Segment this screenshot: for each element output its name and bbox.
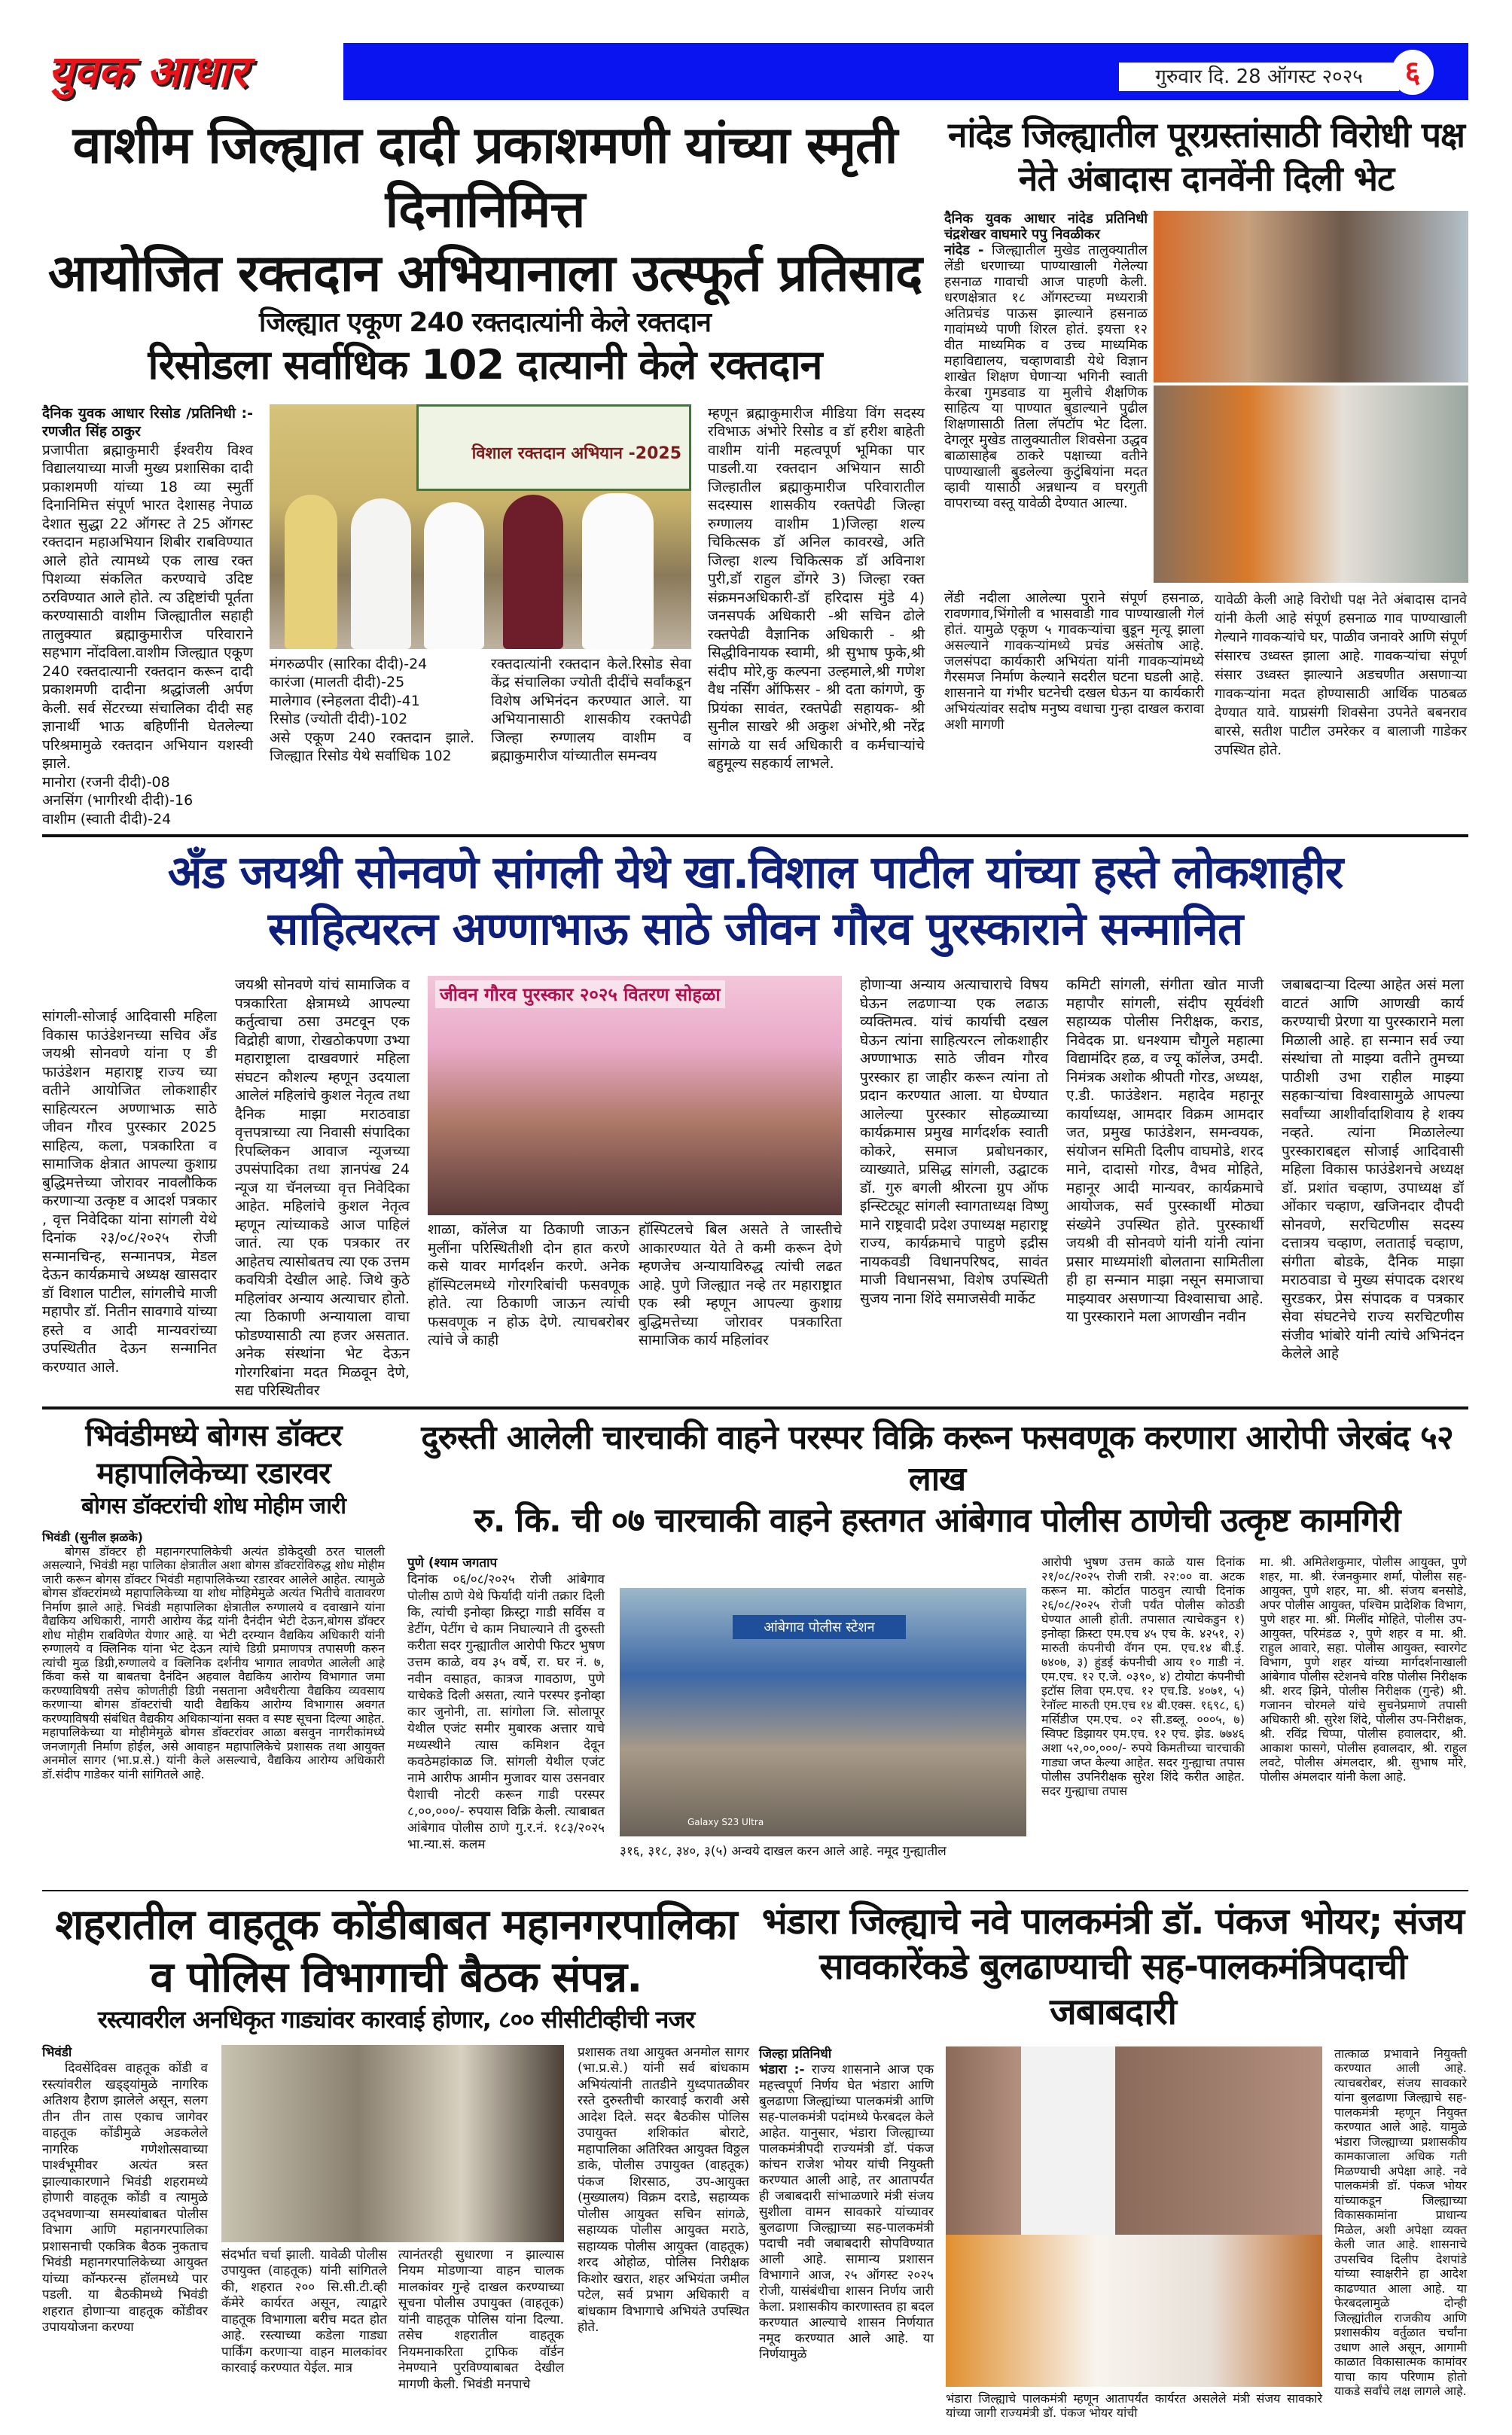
washim-subheadline-1: जिल्ह्यात एकूण 240 रक्तदात्यांनी केले रक्तदान [258,307,712,338]
traffic-column-2: संदर्भात चर्चा झाली. यावेळी पोलीस उपायुक्त (वाहतूक) यांनी सांगितले की, शहरात २०० सि.सी.टी.व्ही कॅमेरे कार्यरत असून, त्याद्वारे वाहतूक विभागाला बरीच मदत होत आहे. रस्त्याच्या कडेला गाड्या पार्किंग करणाऱ्या वाहन मालकांवर कारवाई करण्यात येईल. मात्र [221,2247,387,2376]
traffic-headline-1: शहरातील वाहतूक कोंडीबाबत महानगरपालिका [55,1900,737,1949]
traffic-column-3: त्यानंतरही सुधारणा न झाल्यास नियम मोडणाऱ्या वाहन चालक मालकांवर गुन्हे दाखल करण्याच्या सूचना पोलीस उपायुक्त (वाहतूक) यांनी वाहतूक पोलिस यांना दिल्या. तसेच शहरातील वाहतूक नियमनाकरिता ट्राफिक वॉर्डन नेमण्याने पुरविण्याबाबत देखील मागणी केली. भिवंडी मनपाचे [398,2247,564,2392]
sangli-headline-1: अँड जयश्री सोनवणे सांगली येथे खा.विशाल पाटील यांच्या हस्ते लोकशाहीर [167,846,1343,899]
middle-section [42,1417,1468,1884]
divider [42,1890,1468,1891]
nanded-column-1: दैनिक युवक आधार नांदेड प्रतिनिधी चंद्रशेखर वाघमारे पपु निवळीकर नांदेड - जिल्ह्यातील मुखेड तालुक्यातील लेंडी धरणाच्या पाण्याखाली गेलेल्या हसनाळ गावाची आज पाहणी केली. धरणक्षेत्रात १८ ऑगस्टच्या मध्यरात्री अतिप्रचंड पाऊस झाल्याने हसनाळ गावांमध्ये पाणी शिरल होतं. इयत्ता १२ वीत माध्यमिक व उच्च माध्यमिक महाविद्यालय, चव्हाणवाडी येथे विज्ञान शाखेत शिक्षण घेणाऱ्या भगिनी स्वाती केरबा गुमडवाड या मुलीचे शैक्षणिक साहित्य या पाण्यात बुडाल्याने पुढील शिक्षणासाठी तिला लॅपटॉप भेट दिला. देगलूर मुखेड तालुक्यातील शिवसेना उद्धव बाळासाहेब ठाकरे पक्षाच्या वतीने पाण्याखाली बुडलेल्या कुटुंबियांना मदत व्हावी यासाठी अन्नधान्य व घरगुती वापराच्या वस्तू यावेळी देण्यात आल्या. [944,211,1148,511]
pune-column-3: मा. श्री. अमितेशकुमार, पोलीस आयुक्त, पुणे शहर, मा. श्री. रंजनकुमार शर्मा, पोलीस सह-आयुक्त, पुणे शहर, मा. श्री. संजय बनसोडे, अपर पोलीस आयुक्त, पश्चिम प्रादेशिक विभाग, पुणे शहर मा. श्री. मिलींद मोहिते, पोलीस उप-आयुक्त, परिमंडळ २, पुणे शहर व मा. श्री. राहुल आवारे, सहा. पोलीस आयुक्त, स्वारगेट विभाग, पुणे शहर यांच्या मार्गदर्शनाखाली आंबेगाव पोलीस स्टेशनचे वरिष्ठ पोलीस निरीक्षक श्री. शरद झिने, पोलीस निरीक्षक (गुन्हे) श्री. गजानन चोरमले यांचे सुचनेप्रमाणे तपासी अधिकारी श्री. सुरेश शिंदे, पोलीस उप-निरीक्षक, श्री. रविंद्र चिप्पा, पोलीस हवालदार, श्री. आकाश फासगे, पोलीस हवालदार, श्री. राहुल लवटे, पोलीस अंमलदार, श्री. सुभाष मोरे, पोलीस अंमलदार यांनी केला आहे. [1260,1554,1467,1784]
pune-column-1: पुणे (श्याम जगताप दिनांक ०६/०८/२०२५ रोजी आंबेगाव पोलीस ठाणे येथे फिर्यादी यांनी तक्रार दिली कि, त्यांची इनोव्हा क्रिस्ट्रा गाडी सर्विस व डेटींग, पेटींग चे काम निघाल्याने ती दुरुस्ती करीता सदर गुन्ह्यातील आरोपी फिटर भुषण उत्तम काळे, वय ३५ वर्षे, रा. घर नं. ७, नवीन वसाहत, कात्रज गावठाण, पुणे याचेकडे दिली असता, त्याने परस्पर इनोव्हा कार जुनोनी, ता. सांगोला जि. सोलापूर येथील एजंट समीर मुबारक अत्तार याचे मध्यस्थीने त्यास कमिशन देवून कवठेमहांकाळ जि. सांगली येथील एजंट नामे आरीफ आमीन मुजावर यास उसनवार पैशाची नोटरी करून गाडी परस्पर ८,००,०००/- रुपयास विक्रि केली. त्याबाबत आंबेगाव पोलीस ठाणे गु.र.नं. १८३/२०२५ भा.न्या.सं. कलम [407,1555,605,1852]
sangli-article [42,845,1468,1400]
sangli-column-6: कमिटी सांगली, संगीता खोत माजी महापौर सांगली, संदीप सूर्यवंशी सहाय्यक पोलीस निरीक्षक, कराड, निवेदक प्रा. धनश्याम चौगुले महात्मा विद्यामंदिर हळ, व ज्यू कॉलेज, उमदी. निमंत्रक अशोक श्रीपती गोरड, अध्यक्ष, ए.डी. फाउंडेशन. महादेव महानूर कार्याध्यक्ष, आमदार विक्रम आमदार जत, प्रमुख फाउंडेशन, समन्वयक, संयोजन समिती दिलीप वाघमोडे, शरद माने, दादासो गोरड, वैभव मोहिते, महानूर आदी मान्यवर, कार्यक्रमाचे आयोजक, सर्व पुरस्कार्थी मोठ्या संख्येने उपस्थित होते. पुरस्कार्थी जयश्री वी सोनवणे यांनी यांनी त्यांना प्रसार माध्यमांशी बोलताना सामितीला ही हा सन्मान माझा नसून समाजाचा माझ्यावर असणाऱ्या विश्वासाचा आहे. या पुरस्काराने मला आणखीन नवीन [1066,977,1264,1325]
masthead-bar [42,43,1468,100]
bogus-headline-1: भिवंडीमध्ये बोगस डॉक्टर [85,1418,342,1453]
washim-column-3: रक्तदात्यांनी रक्तदान केले.रिसोड सेवा केंद्र संचालिका ज्योती दीदींचे सर्वांकडून विशेष अभिनंदन करण्यात आले. या अभियानासाठी शासकीय रक्तपेढी जिल्हा रुग्णालय वाशीम व ब्रह्माकुमारीज यांच्यातील समन्वय [491,655,691,764]
pune-headline-2: रु. कि. ची ०७ चारचाकी वाहने हस्तगत आंबेगाव पोलीस ठाणेची उत्कृष्ट कामगिरी [474,1501,1401,1540]
bogus-subheadline: बोगस डॉक्टरांची शोध मोहीम जारी [81,1492,346,1519]
pune-article [407,1417,1467,1861]
bogus-article-block [42,1417,385,1782]
issue-date: गुरुवार दि. 28 ऑगस्ट २०२५ [1119,62,1399,91]
traffic-meeting-photo [221,2045,564,2242]
sangli-column-3: शाळा, कॉलेज या ठिकाणी जाऊन मुलींना परिस्थितीशी दोन हात करणे कसे यावर मार्गदर्शन करणे. अनेक हॉस्पिटलमध्ये गोरगरिबांची फसवणूक होते. त्या ठिकाणी जाऊन त्यांची फसवणूक न होऊ देणे. त्याचबरोबर त्यांचे जे काही [428,1221,629,1349]
traffic-column-4: प्रशासक तथा आयुक्त अनमोल सागर (भा.प्र.से.) यांनी सर्व बांधकाम अभियंत्यांनी तातडीने युध्दपातळीवर रस्ते दुरुस्तीची कारवाई करावी असे आदेश दिले. सदर बैठकीस पोलिस उपायुक्त शशिकांत बोराटे, महापालिका अतिरिक्त आयुक्त विठ्ठल डाके, पोलीस उपायुक्त (वाहतूक) पंकज शिरसाठ, उप-आयुक्त (मुख्यालय) विक्रम दराडे, सहाय्यक पोलीस आयुक्त सचिन सांगळे, सहाय्यक पोलीस आयुक्त मराठे, सहाय्यक पोलीस आयुक्त (वाहतूक) शरद ओहोळ, पोलिस निरीक्षक किशोर खरात, शहर अभियंता जमील पटेल, सर्व प्रभाग अधिकारी व बांधकाम विभागाचे अभियंते उपस्थित होते. [578,2044,749,2335]
bhandara-headline-2: सावकारेंकडे बुलढाण्याची सह-पालकमंत्रिपदाची जबाबदारी [819,1945,1407,2033]
nanded-headline-2: नेते अंबादास दानवेंनी दिली भेट [1018,157,1395,199]
nanded-byline: दैनिक युवक आधार नांदेड प्रतिनिधी चंद्रशेखर वाघमारे पपु निवळीकर [944,211,1148,242]
sangli-column-4: हॉस्पिटलचे बिल असते ते जास्तीचे आकारण्यात येते ते कमी करून देणे म्हणजेच अन्यायाविरुद्ध त्यांची लढत आहे. पुणे जिल्ह्यात नव्हे तर महाराष्ट्रात एक स्त्री म्हणून आपल्या कुशाग्र बुद्धिमत्तेच्या जोरावर पत्रकारिता सामाजिक कार्य महिलांवर [639,1221,842,1349]
washim-subheadline-2: रिसोडला सर्वाधिक 102 दात्यानी केले रक्तदान [148,341,822,389]
traffic-headline-2: व पोलिस विभागाची बैठक संपन्न. [150,1952,642,2002]
nanded-headline-1: नांदेड जिल्ह्यातील पूरग्रस्तांसाठी विरोधी पक्ष [948,114,1465,155]
bhandara-article [759,1899,1467,2420]
washim-column-4: म्हणून ब्रह्माकुमारीज मीडिया विंग सदस्य रविभाऊ अंभोरे रिसोड व डॉ हरीश बाहेती वाशीम यांनी महत्वपूर्ण भूमिका पार पाडली.या रक्तदान अभियान साठी जिल्हातील ब्रह्माकुमारीज परिवारातील सदस्यास शासकीय रक्तपेढी जिल्हा रुग्णालय वाशीम 1)जिल्हा शल्य चिकित्सक डॉ अनिल कावरखे, अति जिल्हा शल्य चिकित्सक डॉ अविनाश पुरी,डॉ राहुल डोंगरे 3) जिल्हा रक्त संक्रमनअधिकारी-डॉ हरिदास मुंडे 4) जनसपर्क अधिकारी -श्री सचिन ढोले रक्तपेढी वैज्ञानिक अधिकारी - श्री सिद्धीविनायक स्वामी, श्री सुभाष फुके,श्री संदीप मोरे,कु कल्पना उल्हमाले,श्री गणेश वैध नर्सिंग ऑफिसर - श्री दता कांगणे, कु प्रियंका सावंत, रक्तपेढी सहायक- श्री सुनील साखरे श्री अकुश अंभोरे,श्री नरेंद्र सांगळे या सर्व अधिकारी व कर्मचाऱ्यांचे बहुमूल्य सहकार्य लाभले. [708,404,925,772]
divider [42,1406,1468,1409]
sangli-column-5: होणाऱ्या अन्याय अत्याचाराचे विषय घेऊन लढणाऱ्या एक लढाऊ व्यक्तिमत्व. यांचं कार्याची दखल घेऊन त्यांना साहित्यरत्न लोकशाहीर अण्णाभाऊ साठे जीवन गौरव पुरस्कार हा जाहीर करून त्यांना तो प्रदान करण्यात आला. या घेण्यात आलेल्या पुरस्कार सोहळ्याच्या कार्यक्रमास प्रमुख मार्गदर्शक स्वाती कोकरे, समाज प्रबोधनकार, व्याख्याते, प्रसिद्ध सांगली, उद्घाटक डॉ. गुरु बगली श्रीरत्ना ग्रुप ऑफ इन्स्टिट्यूट सांगली स्वागताध्यक्ष विष्णु माने राष्ट्रवादी प्रदेश उपाध्यक्ष महाराष्ट्र राज्य, कार्यक्रमाचे पाहुणे इद्रीस नायकवडी विधानपरिषद, सावंत माजी विधानसभा, विशेष उपस्थिती सुजय नाना शिंदे समाजसेवी मार्केट [860,977,1048,1307]
washim-byline: दैनिक युवक आधार रिसोड /प्रतिनिधी :- रणजीत सिंह ठाकुर [42,404,253,440]
traffic-subheadline: रस्त्यावरील अनधिकृत गाड्यांवर कारवाई होणार, ८०० सीसीटीव्हीची नजर [97,2004,695,2034]
bhandara-photo-caption: भंडारा जिल्ह्याचे पालकमंत्री म्हणून आतापर्यंत कार्यरत असलेले मंत्री संजय सावकारे यांच्या जागी राज्यमंत्री डॉ. पंकज भोयर यांची [946,2391,1322,2420]
washim-column-1 [42,404,253,829]
washim-headline-1: वाशीम जिल्ह्यात दादी प्रकाशमणी यांच्या स्मृती दिनानिमित्त [72,116,898,239]
bottom-section [42,1899,1468,2420]
sangli-headline-2: साहित्यरत्न अण्णाभाऊ साठे जीवन गौरव पुरस्काराने सन्मानित [267,903,1243,955]
sangli-column-7: जबाबदाऱ्या दिल्या आहेत असं मला वाटतं आणि आणखी कार्य करण्याची प्रेरणा या पुरस्काराने मला मिळाली आहे. हा सन्मान सर्व ज्या संस्थांचा तो माझ्या वतीने तुमच्या पाठीशी उभा राहील माझ्या सहकाऱ्यांचा विश्वासामुळे आपल्या सर्वांच्या आशीर्वादाशिवाय हे शक्य नव्हते. त्यांना मिळालेल्या पुरस्काराबद्दल सोजाई आदिवासी महिला विकास फाउंडेशनचे अध्यक्ष डॉ. प्रशांत चव्हाण, उपाध्यक्ष डॉ ओंकार चव्हाण, खजिनदार दौपदी सोनवणे, सरचिटणीस सदस्य दत्तात्रय चव्हाण, लताताई चव्हाण, संगीता बोडके, दैनिक माझा मराठवाडा चे मुख्य संपादक दशरथ सुरडकर, प्रेस संपादक व पत्रकार सेवा संघटनेचे राज्य सरचिटणीस संजीव भांबोरे यांनी त्यांचे अभिनंदन केलेले आहे [1282,977,1464,1362]
bhandara-column-1: जिल्हा प्रतिनिधी भंडारा :- राज्य शासनाने आज एक महत्त्वपूर्ण निर्णय घेत भंडारा आणि बुलढाणा जिल्ह्यांच्या पालकमंत्री आणि सह-पालकमंत्री पदांमध्ये फेरबदल केले आहेत. यानुसार, भंडारा जिल्ह्याच्या पालकमंत्रीपदी राज्यमंत्री डॉ. पंकज कांचन राजेश भोयर यांची नियुक्ती करण्यात आली आहे, तर आतापर्यंत ही जबाबदारी सांभाळणारे मंत्री संजय सुशीला वामन सावकारे यांच्यावर बुलढाणा जिल्ह्याच्या सह-पालकमंत्री पदाची नवी जबाबदारी सोपविण्यात आली आहे. सामान्य प्रशासन विभागाने आज, २५ ऑगस्ट २०२५ रोजी, यासंबंधीचा शासन निर्णय जारी केला. प्रशासकीय कारणास्तव हा बदल करण्यात आल्याचे शासन निर्णयात नमूद करण्यात आले आहे. या निर्णयामुळे [759,2046,934,2362]
washim-headline-2: आयोजित रक्तदान अभियानाला उत्स्फूर्त प्रतिसाद [47,244,922,303]
nanded-column-3: यावेळी केली आहे विरोधी पक्ष नेते अंबादास दानवे यांनी केली आहे संपूर्ण हसनाळ गाव पाण्याखाली गेल्याने गावकऱ्यांचे घर, पाळीव जनावरे आणि संपूर्ण संसारच उध्वस्त झाला आहे. गावकऱ्यांचा संपूर्ण संसार उध्वस्त झाल्याने अडचणीत असणाऱ्या गावकऱ्यांना मदत होण्यासाठी आर्थिक पाठबळ देण्यात यावे. याप्रसंगी शिवसेना उपनेते बबनराव बारसे, सतीश पाटील उमरेकर व बालाजी गाडेकर उपस्थित होते. [1215,592,1467,758]
page-number: ६ [1392,50,1434,95]
nanded-photo-2 [1154,386,1468,583]
pune-column-2: आरोपी भुषण उत्तम काळे यास दिनांक २१/०८/२०२५ रोजी रात्री. २२:०० वा. अटक करून मा. कोर्टात पाठवुन त्याची दिनांक २६/०८/२०२५ रोजी पर्यंत पोलीस कोठडी घेण्यात आली होती. तपासात त्याचेकडुन १) इनोव्हा क्रिस्टा एम.एच ४५ एच के. ४२५१, २) मारुती कंपनीची वॅगन एम. एच.१४ बी.ई. ७४०७, ३) हुंडई कंपनीची आय १० गाडी नं. एम.एच. १२ ए.जे. ०३९०, ४) टोयोटा कंपनीची इटॉस लिवा एम.एच. १२ एच.डि. ४०७१, ५) रेनॉल्ट मारुती एम.एच १४ बी.एक्स. १६९८, ६) मर्सिडीज एम.एच. ०२ सी.डब्लू. ०००५, ७) स्विफ्ट डिझायर एम.एच. १२ एच. झेड. ७७४६ अशा ५२,००,०००/- रुपये किमतीच्या चारचाकी गाड्या जप्त केल्या आहेत. सदर गुन्ह्याचा तपास पोलीस उपनिरीक्षक सुरेश शिंदे करीत आहेत. सदर गुन्ह्याचा तपास [1041,1554,1245,1798]
pune-headline-1: दुरुस्ती आलेली चारचाकी वाहने परस्पर विक्रि करून फसवणूक करणारा आरोपी जेरबंद ५२ लाख [421,1418,1453,1498]
washim-column-2: मंगरुळपीर (सारिका दीदी)-24 कारंजा (मालती दीदी)-25 मालेगाव (स्नेहलता दीदी)-41 रिसोड (ज्योती दीदी)-102 असे एकूण 240 रक्तदान झाले. जिल्ह्यात रिसोड येथे सर्वाधिक 102 [270,655,474,764]
washim-photo [270,404,691,649]
traffic-article [42,1899,750,2394]
bhandara-headline-1: भंडारा जिल्ह्याचे नवे पालकमंत्री डॉ. पंकज भोयर; संजय [761,1900,1465,1943]
bogus-article: भिवंडी (सुनील झळके) बोगस डॉक्टर ही महानगरपालिकेची अत्यंत डोकेदुखी ठरत चालली असल्याने, भिवंडी महा पालिका क्षेत्रातील अशा बोगस डॉक्टरांविरुद्ध शोध मोहीम जारी करून बोगस डॉक्टर भिवंडी महापालिकेच्या रडारवर आलेले आहेत. त्यामुळे बोगस डॉक्टरांमध्ये महापालिकेच्या या शोध मोहिमेमुळे अत्यंत भितीचे वातावरण निर्माण झाले आहे. भिवंडी महापालिका क्षेत्रातील रुग्णालये व दवाखाने यांना वैद्यकिय अधिकारी, नागरी आरोग्य केंद्र यांनी दैनंदीन भेटी देऊन,बोगस डॉक्टर शोध मोहीम राबविणेत येणार आहे. या भेटी दरम्यान वैद्यकिय अधिकारी यांनी रुग्णालये व क्लिनिक यांना भेट देऊन त्यांचे डिग्री प्रमाणपत्र तपासणी करुन त्यांची मुळ डिग्री,रुग्णालये व क्लिनिक दर्शनीय भागात लावणेत आलेली आहे किंवा कसे या बाबतचा दैनंदिन अहवाल वैद्यकिय आरोग्य विभागात जमा करण्याविषयी तसेच कोणतीही डिग्री नसताना अवैधरीत्या वैद्यकिय व्यवसाय करणाऱ्या बोगस डॉक्टरांची यादी वैद्यकिय आरोग्य विभागास अवगत करण्याविषयी संबंधित वैद्यकीय अधिकाऱ्यांना सक्त व स्पष्ट सूचना दिल्या आहेत. महापालिकेच्या या मोहीमेमुळे बोगस डॉक्टरांवर आळा बसवुन नागरीकांमध्ये जनजागृती निर्माण होईल, असे आवाहन महापालिकेचे प्रशासक तथा आयुक्त अनमोल सागर (भा.प्र.से.) यांनी केले असल्याचे, वैद्यकिय आरोग्य अधिकारी डॉ.संदीप गाडेकर यांनी सांगितले आहे. [42,1530,385,1781]
nanded-photo-1 [1154,211,1468,382]
divider [42,834,1468,837]
pune-photo-caption: ३१६, ३१८, ३४०, ३(५) अन्वये दाखल करन आले आहे. नमूद गुन्ह्यातील [620,1843,947,1859]
nanded-article [944,114,1468,760]
washim-body-1: प्रजापीता ब्रह्माकुमारी ईश्वरीय विश्व विद्यालयाच्या माजी मुख्य प्रशासिका दादी प्रकाशमणी यांच्या 18 व्या स्मुर्ती दिनानिमित्त संपूर्ण भारत देशासह नेपाळ देशात सुद्धा 22 ऑगस्ट ते 25 ऑगस्ट रक्तदान महाअभियान शिबीर राबविण्यात आले होते त्यामध्ये एक लाख रक्त पिशव्या संकलित करण्याचे उदिष्ट ठरविण्यात आले होते. त्य उद्दिष्टांची पूर्तता करण्यासाठी वाशीम जिल्ह्यातील सहाही तालुक्यात ब्रह्माकुमारीज परिवाराने सहभाग नोंदविला.वाशीम जिल्ह्यात एकूण 240 रक्तदात्यानी रक्तदान करून दादी प्रकाशमणी दादीना श्रद्धांजली अर्पण केली. सर्व सेंटरच्या संचालिका दीदी सह ज्ञानार्थी भाऊ बहिणींनी घेतलेल्या परिश्रमामुळे रक्तदान अभियान यशस्वी झाले. [42,441,253,772]
bhandara-column-2: तात्काळ प्रभावाने नियुक्ती करण्यात आली आहे. त्याचबरोबर, संजय सावकारे यांना बुलढाणा जिल्ह्याचे सह-पालकमंत्री म्हणून नियुक्त करण्यात आले आहे. यामुळे भंडारा जिल्ह्याच्या प्रशासकीय कामकाजाला अधिक गती मिळण्याची अपेक्षा आहे. नवे पालकमंत्री डॉ. पंकज भोयर यांच्याकडून जिल्ह्याच्या विकासकामांना प्राधान्य मिळेल, अशी अपेक्षा व्यक्त केली जात आहे. शासनाचे उपसचिव दिलीप देशपांडे यांच्या स्वाक्षरीने हा आदेश काढण्यात आला आहे. या फेरबदलामुळे दोन्ही जिल्ह्यांतील राजकीय आणि प्रशासकीय वर्तुळात चर्चांना उधाण आले असून, आगामी काळात विकासात्मक कामांवर याचा काय परिणाम होतो याकडे सर्वांचे लक्ष लागले आहे. [1334,2046,1467,2398]
sangli-column-1: सांगली-सोजाई आदिवासी महिला विकास फाउंडेशनच्या सचिव अँड जयश्री सोनवणे यांना ए डी फाउंडेशन महाराष्ट्र राज्य च्या वतीने आयोजित लोकशाहीर साहित्यरत्न अण्णाभाऊ साठे जीवन गौरव पुरस्कार 2025 साहित्य, कला, पत्रकारिता व सामाजिक क्षेत्रात आपल्या कुशाग्र बुद्धिमत्तेच्या जोरावर नावलौकिक करणाऱ्या उत्कृष्ट व आदर्श पत्रकार , वृत्त निवेदिका यांना सांगली येथे दिनांक २३/०८/२०२५ रोजी सन्मानचिन्ह, सन्मानपत्र, मेडल देऊन कार्यक्रमाचे अध्यक्ष खासदार डॉ विशाल पाटील, सांगलीचे माजी महापौर डॉ. नितीन सावगावे यांच्या हस्ते व आदी मान्यवरांच्या उपस्थितीत देऊन सन्मानित करण्यात आले. [42,1008,217,1376]
bogus-headline-2: महापालिकेच्या रडारवर [96,1455,331,1491]
nanded-column-2: लेंडी नदीला आलेल्या पुराने संपूर्ण हसनाळ, रावणगाव,भिंगोली व भासवाडी गाव पाण्याखाली गेलं होतं. यामुळे एकूण ५ गावकऱ्यांचा बुडून मृत्यू झाला असल्याने गावकऱ्यांमध्ये प्रचंड असंतोष आहे. जलसंपदा कार्यकारी अभियंता यांनी गावकऱ्यांमध्ये गैरसमज निर्माण केल्याने सदरील घटना घडली आहे. शासनाने या गंभीर घटनेची दखल घेऊन या कार्यकारी अभियंत्यांवर सदोष मनुष्य वधाचा गुन्हा दाखल करावा अशी मागणी [944,590,1204,733]
newspaper-logo: युवक आधार [42,43,343,100]
washim-article [42,114,928,828]
sangli-photo: जीवन गौरव पुरस्कार २०२५ वितरण सोहळा [428,976,842,1215]
traffic-column-1: भिवंडी दिवसेंदिवस वाहतूक कोंडी व रस्त्यांवरील खड्ड्यांमुळे नागरिक अतिशय हैराण झालेले असून, सलग तीन तीन तास एकाच जागेवर वाहतूक कोंडीमुळे अडकलेले नागरिक गणेशोत्सवाच्या पार्श्वभूमीवर अत्यंत त्रस्त झाल्याकारणाने भिवंडी शहरामध्ये होणारी वाहतूक कोंडी व त्यामुळे उद्‌भवणाऱ्या समस्यांबाबत पोलीस विभाग आणि महानगरपालिका प्रशासनाची एकत्रिक बैठक नुकताच भिवंडी महानगरपालिकेच्या आयुक्त यांच्या कॉन्फरन्स हॉलमध्ये पार पडली. या बैठकीमध्ये भिवंडी शहरात होणाऱ्या वाहतूक कोंडीवर उपाययोजना करण्या [42,2044,208,2335]
washim-list-1: मानोरा (रजनी दीदी)-08 अनसिंग (भागीरथी दीदी)-16 वाशीम (स्वाती दीदी)-24 [42,773,194,827]
pune-photo: आंबेगाव पोलीस स्टेशन Galaxy S23 Ultra [620,1588,1026,1836]
photo-banner: विशाल रक्तदान अभियान -2025 [416,404,691,491]
bhandara-photo [946,2046,1322,2387]
sangli-column-2: जयश्री सोनवणे यांचं सामाजिक व पत्रकारिता क्षेत्रामध्ये आपल्या कर्तुत्वाचा ठसा उमटवून एक विद्रोही बाणा, रोखठोकपणा उभ्या महाराष्ट्राला दाखवणारं महिला संघटन कौशल्य म्हणून उदयाला आलेलं महिलांचे कुशल नेतृत्व तथा दैनिक माझा मराठवाडा वृत्तपत्राच्या त्या निवासी संपादिका रिपब्लिकन आवाज न्यूजच्या उपसंपादिका तथा ज्ञानपंख 24 न्यूज या चॅनलच्या वृत्त निवेदिका आहेत. महिलांचे कुशल नेतृत्व म्हणून त्यांच्याकडे आज पाहिलं जातं. त्या एक पत्रकार तर आहेतच त्यासोबतच त्या एक उत्तम कवयित्री देखील आहे. जिथे कुठे महिलांवर अन्याय अत्याचार होतो. त्या ठिकाणी अन्यायाला वाचा फोडण्यासाठी त्या हजर असतात. अनेक संस्थांना भेट देऊन गोरगरिबांना मदत मिळवून देणे, सद्य परिस्थितीवर [235,977,410,1399]
top-section [42,114,1468,828]
